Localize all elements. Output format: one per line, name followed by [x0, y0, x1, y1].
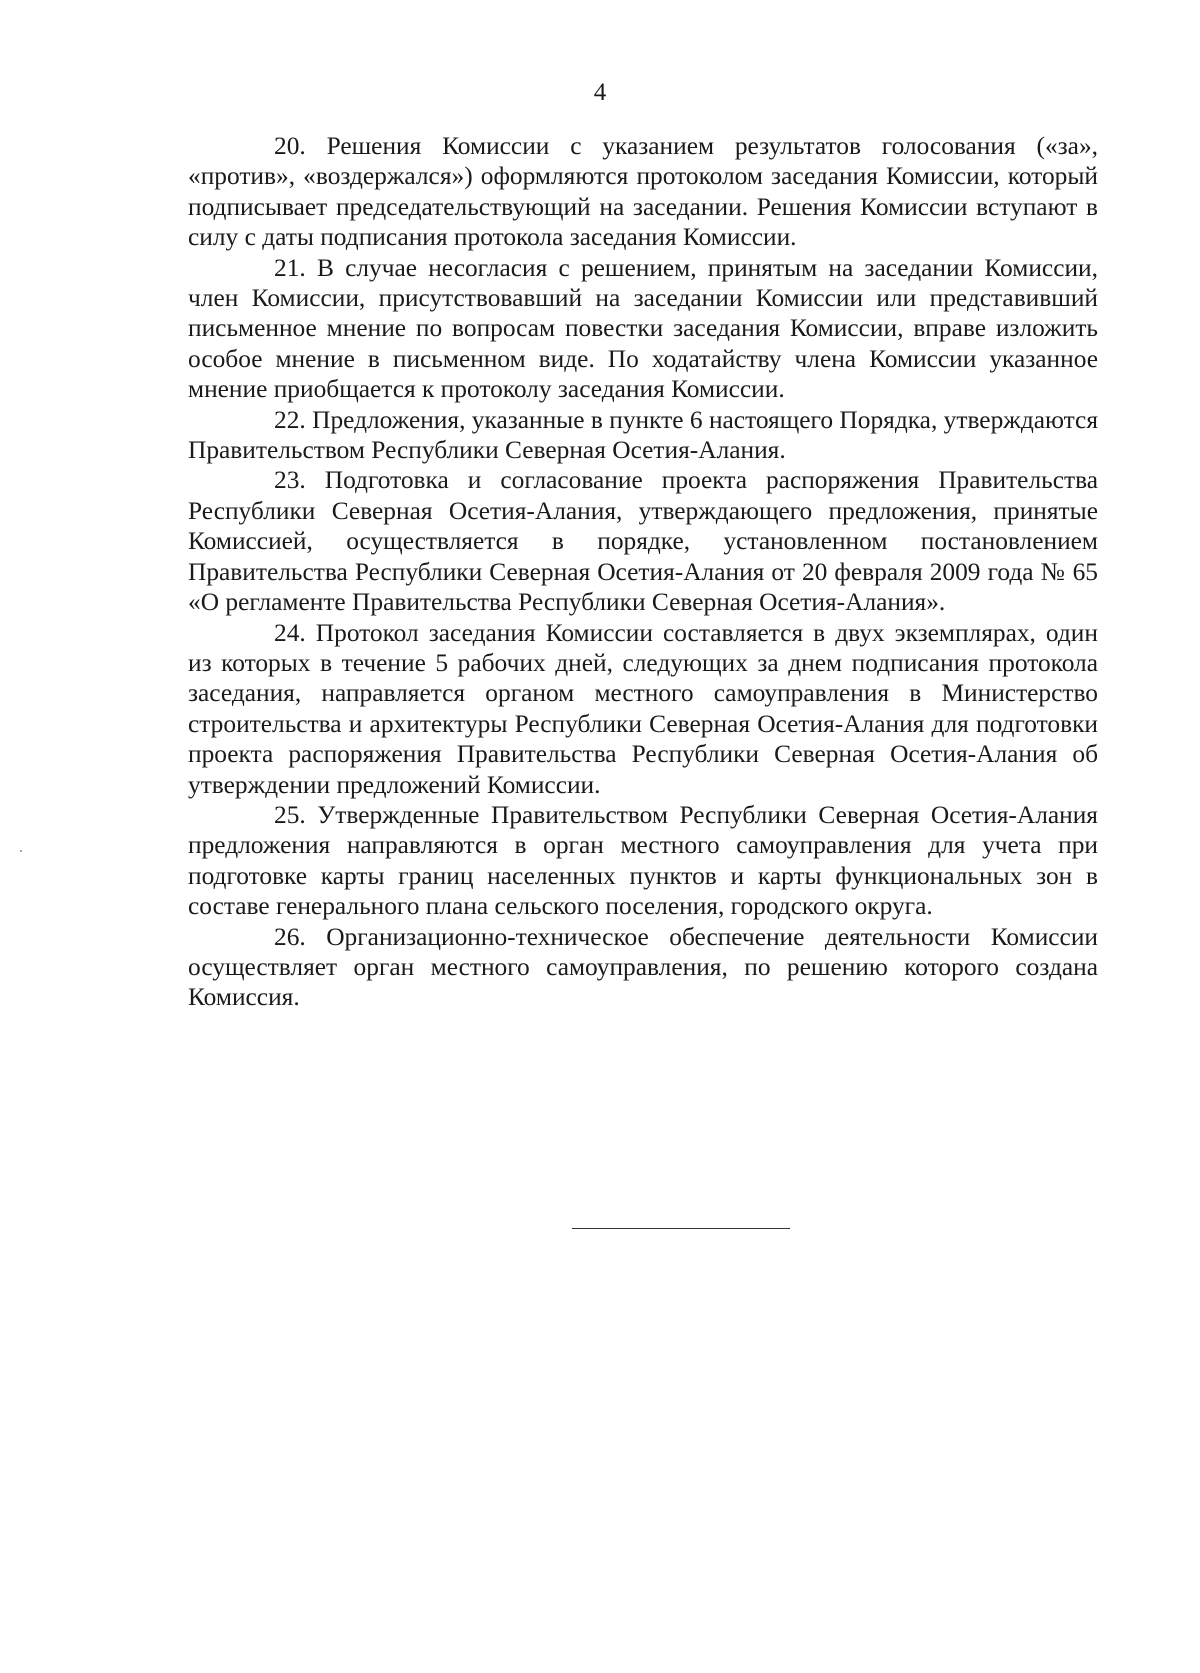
document-body	[188, 131, 1098, 1013]
end-of-text-rule	[572, 1228, 790, 1229]
scan-artifact	[20, 850, 22, 852]
paragraph-24: 24. Протокол заседания Комиссии составляется в двух экземплярах, один из которых в течение 5 рабочих дней, следующих за днем подписания протокола заседания, направляется органом местного самоуправления в Министерство строительства и архитектуры Республики Северная Осетия-Алания для подготовки проекта распоряжения Правительства Республики Северная Осетия-Алания об утверждении предложений Комиссии.	[188, 618, 1098, 799]
paragraph-20: 20. Решения Комиссии с указанием результатов голосования («за», «против», «воздержался») оформляются протоколом заседания Комиссии, который подписывает председательствующий на заседании. Решения Комиссии вступают в силу с даты подписания протокола заседания Комиссии.	[188, 132, 1098, 252]
paragraph-21: 21. В случае несогласия с решением, принятым на заседании Комиссии, член Комиссии, присутствовавший на заседании Комиссии или представивший письменное мнение по вопросам повестки заседания Комиссии, вправе изложить особое мнение в письменном виде. По ходатайству члена Комиссии указанное мнение приобщается к протоколу заседания Комиссии.	[188, 253, 1098, 404]
paragraph-22: 22. Предложения, указанные в пункте 6 настоящего Порядка, утверждаются Правительством Республики Северная Осетия-Алания.	[188, 405, 1098, 465]
page-number: 4	[593, 79, 607, 106]
paragraph-23: 23. Подготовка и согласование проекта распоряжения Правительства Республики Северная Осетия-Алания, утверждающего предложения, принятые Комиссией, осуществляется в порядке, установленном постановлением Правительства Республики Северная Осетия-Алания от 20 февраля 2009 года № 65 «О регламенте Правительства Республики Северная Осетия-Алания».	[188, 466, 1098, 617]
paragraph-26: 26. Организационно-техническое обеспечение деятельности Комиссии осуществляет орган местного самоуправления, по решению которого создана Комиссия.	[188, 922, 1098, 1012]
paragraph-25: 25. Утвержденные Правительством Республики Северная Осетия-Алания предложения направляются в орган местного самоуправления для учета при подготовке карты границ населенных пунктов и карты функциональных зон в составе генерального плана сельского поселения, городского округа.	[188, 800, 1098, 921]
